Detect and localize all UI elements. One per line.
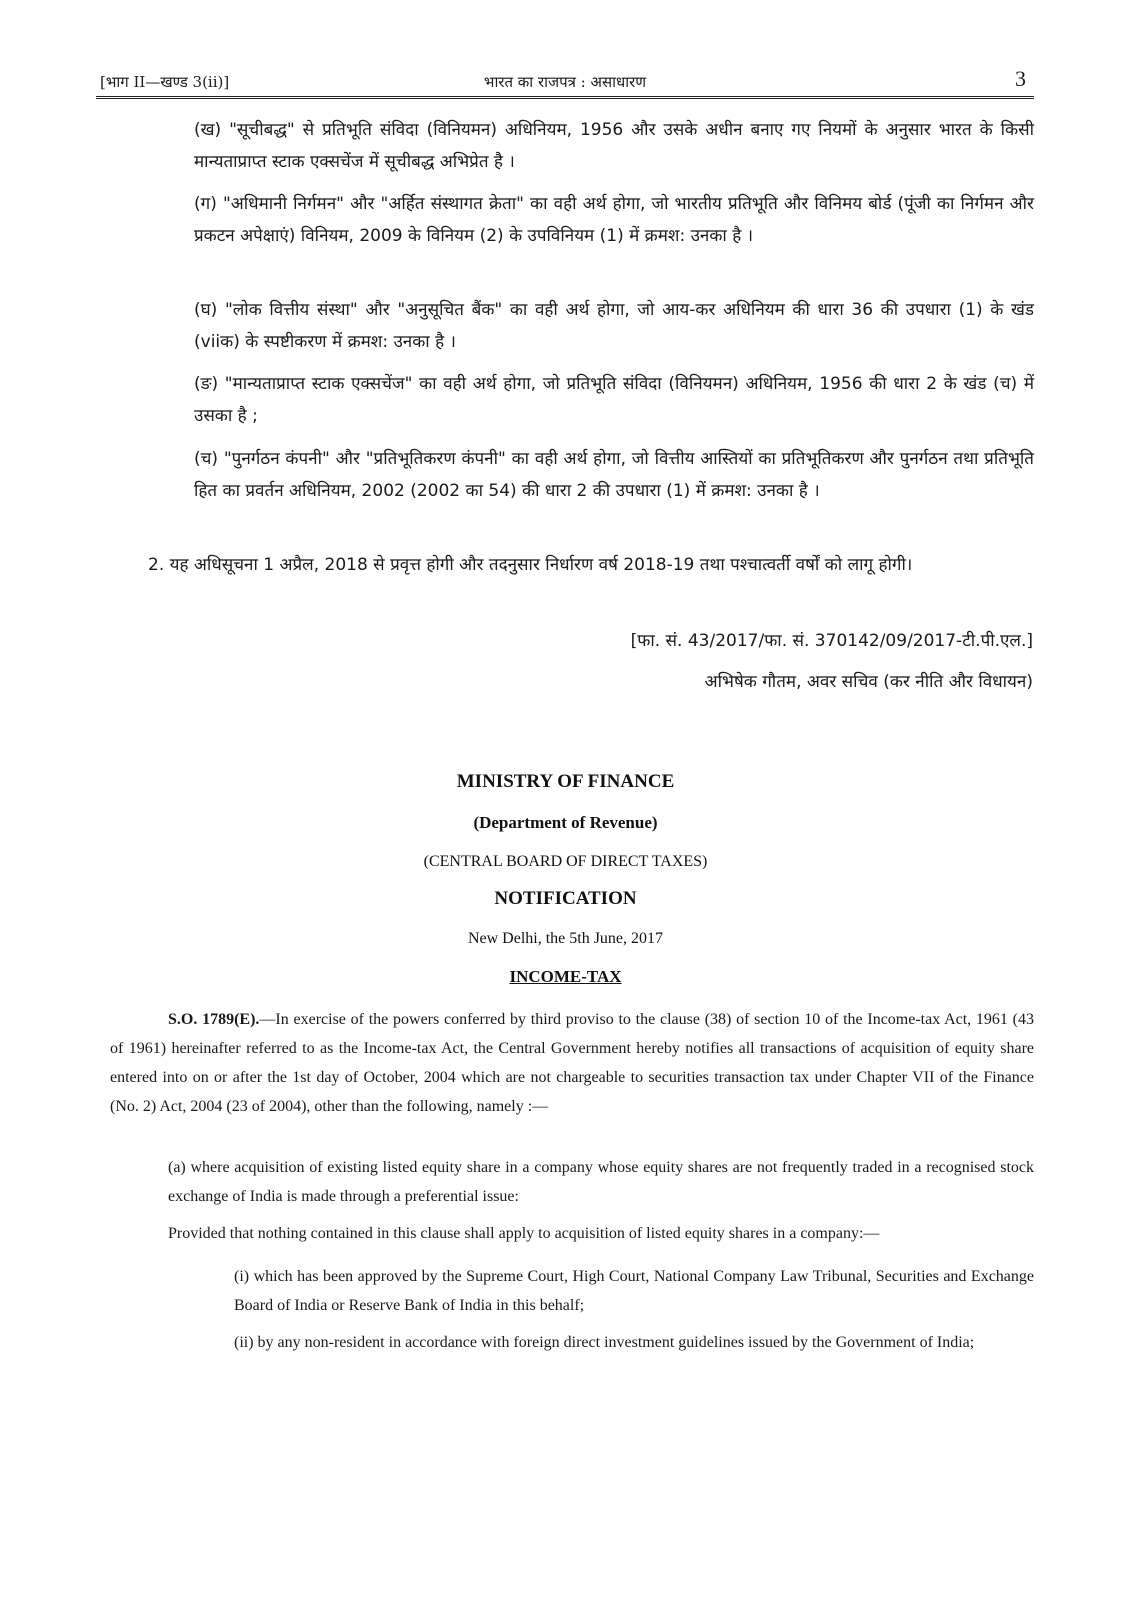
hindi-clause-kha: (ख) "सूचीबद्ध" से प्रतिभूति संविदा (विनियमन) अधिनियम, 1956 और उसके अधीन बनाए गए नियमों के अनुसार भारत के किसी मान्यताप्राप्त स्टाक एक्सचेंज में सूचीबद्ध अभिप्रेत है । (194, 120, 1034, 172)
hindi-clause-gha: (घ) "लोक वित्तीय संस्था" और "अनुसूचित बैंक" का वही अर्थ होगा, जो आय-कर अधिनियम की धारा 36 की उपधारा (1) के खंड (viiक) के स्पष्टीकरण में क्रमश: उनका है । (194, 300, 1034, 352)
department-heading: (Department of Revenue) (473, 813, 658, 832)
hindi-clause-ga: (ग) "अधिमानी निर्गमन" और "अर्हित संस्थागत क्रेता" का वही अर्थ होगा, जो भारतीय प्रतिभूति और विनिमय बोर्ड (पूंजी का निर्गमन और प्रकटन अपेक्षाएं) विनियम, 2009 के विनियम (2) के उपविनियम (1) में क्रमश: उनका है । (194, 194, 1034, 246)
page-header (100, 66, 1030, 96)
notification-text: —In exercise of the powers conferred by third proviso to the clause (38) of section 10 of the Income-tax Act, 1961 (43 of 1961) hereinafter referred to as the Income-tax Act, the Central Government hereby notifies all transactions of acquisition of equity share entered into on or after the 1st day of October, 2004 which are not chargeable to securities transaction tax under Chapter VII of the Finance (No. 2) Act, 2004 (23 of 2004), other than the following, namely :— (110, 1011, 1035, 1115)
so-number: S.O. 1789(E). (168, 1011, 260, 1028)
header-title: भारत का राजपत्र : असाधारण (483, 73, 647, 91)
header-rule (96, 96, 1034, 99)
proviso: Provided that nothing contained in this clause shall apply to acquisition of listed equity shares in a company:— (168, 1225, 880, 1242)
sub-clause-i: (i) which has been approved by the Supreme Court, High Court, National Company Law Tribunal, Securities and Exchange Board of India or Reserve Bank of India in this behalf; (234, 1268, 1034, 1314)
board-heading: (CENTRAL BOARD OF DIRECT TAXES) (423, 853, 708, 870)
header-part-label: [भाग II—खण्ड 3(ii)] (100, 73, 230, 91)
notification-heading: NOTIFICATION (494, 888, 637, 909)
hindi-clause-cha: (च) "पुनर्गठन कंपनी" और "प्रतिभूतिकरण कंपनी" का वही अर्थ होगा, जो वित्तीय आस्तियों का प्रतिभूतिकरण और पुनर्गठन तथा प्रतिभूति हित का प्रवर्तन अधिनियम, 2002 (2002 का 54) की धारा 2 की उपधारा (1) में क्रमश: उनका है । (194, 449, 1034, 501)
ministry-heading: MINISTRY OF FINANCE (456, 771, 675, 792)
file-reference: [फा. सं. 43/2017/फा. सं. 370142/09/2017-टी.पी.एल.] (630, 631, 1033, 651)
hindi-paragraph-2: 2. यह अधिसूचना 1 अप्रैल, 2018 से प्रवृत्त होगी और तदनुसार निर्धारण वर्ष 2018-19 तथा पश्चात्वर्ती वर्षों को लागू होगी। (148, 555, 913, 575)
place-date: New Delhi, the 5th June, 2017 (467, 930, 664, 947)
sub-clause-ii: (ii) by any non-resident in accordance with foreign direct investment guidelines issued by the Government of India; (234, 1334, 975, 1351)
notification-body (110, 1005, 1034, 1121)
signatory: अभिषेक गौतम, अवर सचिव (कर नीति और विधायन) (704, 672, 1033, 692)
subject-heading: INCOME-TAX (509, 967, 622, 986)
page-number: 3 (1015, 66, 1026, 91)
clause-a: (a) where acquisition of existing listed equity share in a company whose equity shares are not frequently traded in a recognised stock exchange of India is made through a preferential issue: (168, 1159, 1034, 1205)
hindi-clause-nga: (ङ) "मान्यताप्राप्त स्टाक एक्सचेंज" का वही अर्थ होगा, जो प्रतिभूति संविदा (विनियमन) अधिनियम, 1956 की धारा 2 के खंड (च) में उसका है ; (194, 374, 1034, 426)
